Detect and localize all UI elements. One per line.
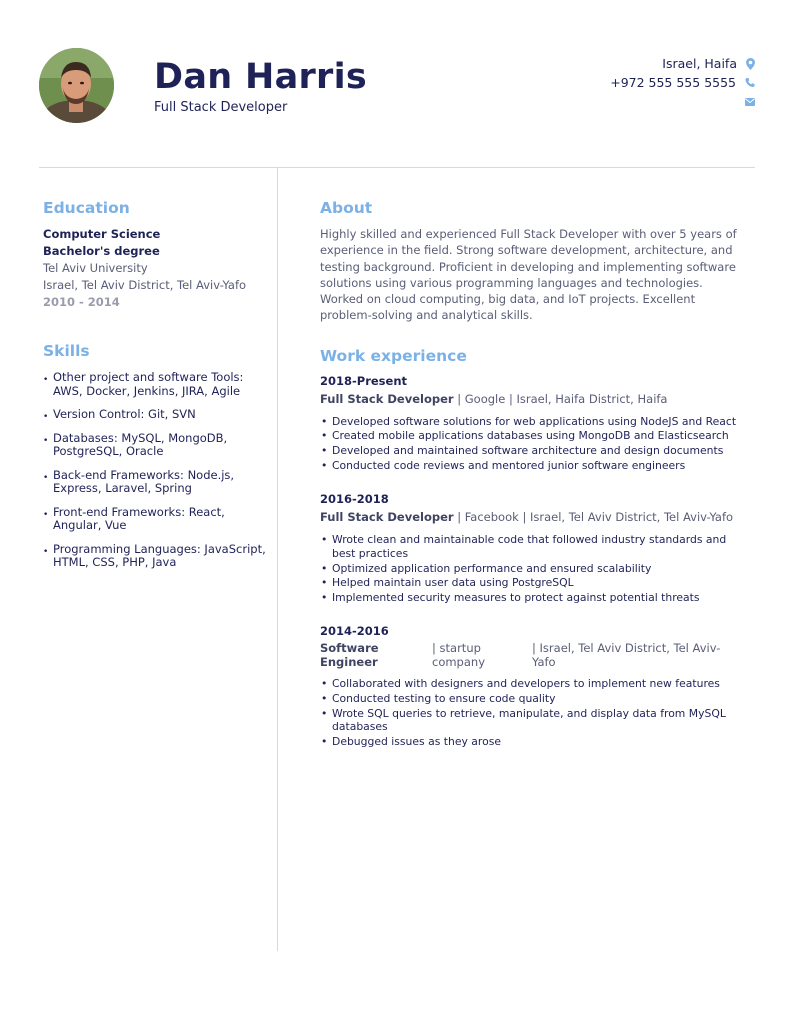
education-heading: Education	[43, 199, 130, 217]
job-bullet: • Debugged issues as they arose	[320, 735, 740, 749]
skill-item: • Back-end Frameworks: Node.js, Express, Laravel, Spring	[43, 469, 268, 496]
job-bullet: • Wrote SQL queries to retrieve, manipulate, and display data from MySQL databases	[320, 707, 740, 734]
skill-item: • Databases: MySQL, MongoDB, PostgreSQL, Oracle	[43, 432, 268, 459]
job-bullets	[320, 533, 740, 604]
skills-heading: Skills	[43, 342, 90, 360]
candidate-name: Dan Harris	[154, 57, 368, 97]
avatar	[39, 48, 114, 123]
job-location: | Israel, Tel Aviv District, Tel Aviv-Yafo	[522, 510, 734, 525]
contact-phone	[610, 73, 755, 92]
header-divider	[39, 167, 755, 168]
job-bullets	[320, 677, 740, 748]
contact-email	[610, 92, 755, 111]
job-header	[320, 642, 740, 669]
job-company: | Google	[457, 391, 506, 406]
job-bullet: • Conducted code reviews and mentored junior software engineers	[320, 459, 740, 473]
job-bullet: • Developed and maintained software architecture and design documents	[320, 444, 740, 458]
job-role: Full Stack Developer	[320, 391, 454, 406]
job-entry	[320, 624, 740, 748]
job-company: | startup company	[432, 641, 486, 669]
location-text: Israel, Haifa	[662, 56, 737, 71]
skill-item: • Other project and software Tools: AWS, Docker, Jenkins, JIRA, Agile	[43, 371, 268, 398]
contact-block	[610, 54, 755, 111]
job-header	[320, 392, 740, 407]
job-bullets	[320, 415, 740, 473]
education-section	[43, 198, 268, 311]
skill-item: • Version Control: Git, SVN	[43, 408, 268, 422]
map-pin-icon	[746, 58, 755, 70]
about-text: Highly skilled and experienced Full Stack Developer with over 5 years of experience in the field. Strong software development, architecture, and testing background. Proficient in developing and implementing software solutions using various programming languages and technologies. Worked on cloud computing, big data, and IoT projects. Excellent problem-solving and analytical skills.	[320, 227, 737, 323]
education-degree: Bachelor's degree	[43, 244, 160, 258]
education-location: Israel, Tel Aviv District, Tel Aviv-Yafo	[43, 278, 247, 292]
job-bullet: • Optimized application performance and ensured scalability	[320, 562, 740, 576]
work-heading: Work experience	[320, 346, 467, 365]
work-section	[320, 346, 740, 749]
right-column	[320, 198, 740, 768]
envelope-icon	[745, 98, 755, 106]
job-entry	[320, 374, 740, 473]
job-bullet: • Developed software solutions for web applications using NodeJS and React	[320, 415, 740, 429]
skills-section	[43, 341, 268, 570]
job-dates: 2018-Present	[320, 373, 408, 388]
job-header	[320, 510, 740, 525]
contact-location	[610, 54, 755, 73]
education-dates: 2010 - 2014	[43, 295, 120, 309]
job-role: Software Engineer	[320, 641, 379, 669]
phone-text: +972 555 555 5555	[610, 75, 736, 90]
column-divider	[277, 168, 278, 951]
about-section	[320, 198, 740, 324]
job-bullet: • Collaborated with designers and developers to implement new features	[320, 677, 740, 691]
job-location: | Israel, Haifa District, Haifa	[508, 391, 668, 406]
skill-item: • Programming Languages: JavaScript, HTML, CSS, PHP, Java	[43, 543, 268, 570]
skills-list	[43, 371, 268, 570]
job-bullet: • Created mobile applications databases using MongoDB and Elasticsearch	[320, 429, 740, 443]
job-dates: 2016-2018	[320, 492, 389, 507]
education-school: Tel Aviv University	[43, 261, 148, 275]
job-location: | Israel, Tel Aviv District, Tel Aviv-Yafo	[532, 641, 721, 669]
left-column	[43, 198, 268, 580]
job-bullet: • Implemented security measures to protect against potential threats	[320, 591, 740, 605]
job-bullet: • Conducted testing to ensure code quality	[320, 692, 740, 706]
skill-item: • Front-end Frameworks: React, Angular, Vue	[43, 506, 268, 533]
job-bullet: • Wrote clean and maintainable code that followed industry standards and best practices	[320, 533, 740, 560]
job-bullet: • Helped maintain user data using PostgreSQL	[320, 576, 740, 590]
about-heading: About	[320, 199, 373, 217]
job-entry	[320, 492, 740, 604]
education-field: Computer Science	[43, 227, 161, 241]
job-company: | Facebook	[457, 510, 519, 525]
phone-icon	[745, 77, 755, 88]
profile-photo	[39, 48, 114, 123]
job-dates: 2014-2016	[320, 624, 389, 639]
job-title: Full Stack Developer	[154, 100, 288, 115]
job-role: Full Stack Developer	[320, 510, 454, 525]
